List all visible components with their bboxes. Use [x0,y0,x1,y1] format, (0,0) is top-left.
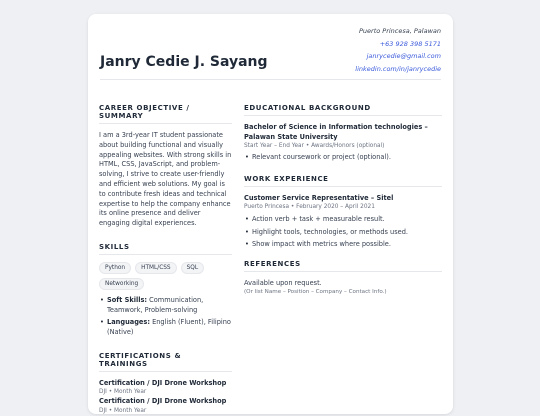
work-role: Customer Service Representative – Sitel [244,193,394,202]
references-note: (Or list Name – Position – Company – Contact Info.) [244,289,387,296]
skills-section [99,243,232,338]
soft-skills-value: Communication, Teamwork, Problem-solving [107,295,204,314]
education-section [244,104,442,163]
skill-chip: Python [99,262,131,274]
resume-header [100,14,441,80]
resume-card [88,14,453,414]
career-section [99,104,232,229]
certs-section [99,352,232,416]
education-bullets [244,153,442,163]
contact-info [355,25,441,75]
references-title: REFERENCES [244,260,442,272]
certs-title: CERTIFICATIONS & TRAININGS [99,352,232,372]
work-title: WORK EXPERIENCE [244,175,442,187]
education-title: EDUCATIONAL BACKGROUND [244,104,442,116]
references-section [244,260,442,298]
languages-item [99,318,232,338]
skill-chip: Networking [99,278,144,290]
skills-list [99,296,232,338]
cert-item [99,397,232,416]
email-link[interactable]: janrycedie@gmail.com [366,52,441,60]
phone-link[interactable]: +63 928 398 5171 [379,39,441,48]
cert-item [99,379,232,398]
work-bullets [244,215,442,249]
career-title: CAREER OBJECTIVE / SUMMARY [99,104,232,124]
work-bullet: • Show impact with metrics where possible. [244,240,442,250]
education-bullet: • Relevant coursework or project (optional). [244,153,442,163]
linkedin-link[interactable]: linkedin.com/in/janrycedie [355,64,441,73]
work-section [244,175,442,250]
right-column [244,104,442,297]
languages-value: English (Fluent), Filipino (Native) [107,318,231,336]
work-bullet: • Highlight tools, technologies, or methods used. [244,228,442,238]
cert-meta: DJI • Month Year [99,407,147,414]
full-name: Janry Cedie J. Sayang [100,54,268,70]
left-column [99,104,232,416]
work-meta: Puerto Princesa • February 2020 – April 2021 [244,204,375,211]
location-text: Puerto Princesa, Palawan [358,27,441,35]
skill-chip: SQL [181,262,204,274]
skill-chips [99,262,232,290]
work-bullet: • Action verb + task + measurable result. [244,215,442,225]
cert-name: Certification / DJI Drone Workshop [99,397,227,406]
career-text: I am a 3rd-year IT student passionate about building functional and visually appealing websites. With strong skills in HTML, CSS, JavaScript, and problem-solving, I strive to create user-friendly and efficient web solutions. My goal is to contribute fresh ideas and technical expertise to help the company enhance its online presence and deliver engaging digital experiences. [99,131,232,228]
skills-title: SKILLS [99,243,232,255]
cert-name: Certification / DJI Drone Workshop [99,378,227,387]
soft-skills-item [99,296,232,316]
cert-meta: DJI • Month Year [99,389,147,396]
languages-label: Languages: [107,318,150,327]
references-text: Available upon request. [244,278,322,287]
degree-text: Bachelor of Science in Information technologies – Palawan State University [244,123,428,141]
skill-chip: HTML/CSS [135,262,177,274]
soft-skills-label: Soft Skills: [107,295,148,304]
education-meta: Start Year – End Year • Awards/Honors (optional) [244,143,385,149]
